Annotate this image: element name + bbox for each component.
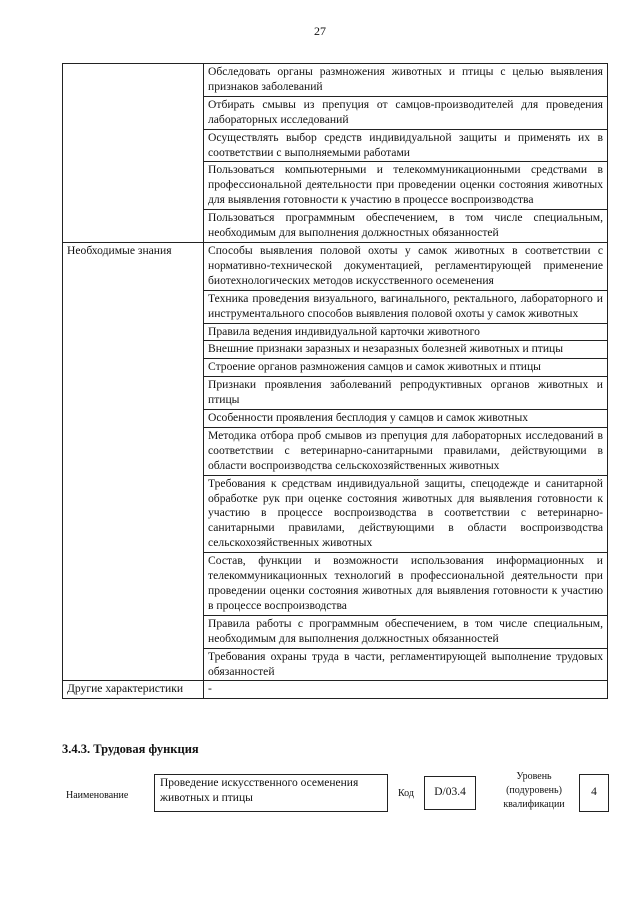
knowledge-item: Правила ведения индивидуальной карточки животного	[204, 323, 608, 341]
knowledge-item: Внешние признаки заразных и незаразных болезней животных и птицы	[204, 341, 608, 359]
function-row	[0, 770, 640, 820]
name-value: Проведение искусственного осеменения животных и птицы	[154, 774, 388, 812]
knowledge-item: Правила работы с программным обеспечением, в том числе специальным, необходимым для выполнения должностных обязанностей	[204, 615, 608, 648]
skill-item: Пользоваться компьютерными и телекоммуникационными средствами в профессиональной деятельности при проведении оценки состояния животных для выявления готовности к участию в процессе воспроизводства	[204, 162, 608, 210]
other-group	[63, 681, 608, 699]
knowledge-item: Признаки проявления заболеваний репродуктивных органов животных и птицы	[204, 377, 608, 410]
code-label: Код	[398, 788, 414, 799]
knowledge-item: Особенности проявления бесплодия у самцов и самок животных	[204, 410, 608, 428]
other-characteristics-value: -	[204, 681, 608, 699]
other-characteristics-label: Другие характеристики	[63, 681, 204, 699]
name-label: Наименование	[66, 790, 129, 801]
code-value: D/03.4	[424, 776, 476, 810]
skill-item: Пользоваться программным обеспечением, в том числе специальным, необходимым для выполнения должностных обязанностей	[204, 210, 608, 243]
first-group	[63, 64, 608, 243]
skill-item: Осуществлять выбор средств индивидуальной защиты и применять их в соответствии с выполняемыми работами	[204, 129, 608, 162]
knowledge-item: Строение органов размножения самцов и самок животных и птицы	[204, 359, 608, 377]
knowledge-item: Требования охраны труда в части, регламентирующей выполнение трудовых обязанностей	[204, 648, 608, 681]
knowledge-label: Необходимые знания	[63, 242, 204, 680]
section-heading: 3.4.3. Трудовая функция	[62, 742, 199, 756]
table-row	[63, 64, 608, 97]
knowledge-item: Способы выявления половой охоты у самок животных в соответствии с нормативно-технической документацией, регламентирующей применение биотехнологических методов искусственного осеменения	[204, 242, 608, 290]
knowledge-group	[63, 242, 608, 680]
knowledge-item: Методика отбора проб смывов из препуция для лабораторных исследований в соответствии с ветеринарно-санитарными правилами, действующими в области воспроизводства сельскохозяйственных животных	[204, 427, 608, 475]
level-value: 4	[579, 774, 609, 812]
skill-item: Обследовать органы размножения животных и птицы с целью выявления признаков заболеваний	[204, 64, 608, 97]
table-row	[63, 242, 608, 290]
page-number: 27	[314, 24, 326, 38]
skill-item: Отбирать смывы из препуция от самцов-производителей для проведения лабораторных исследований	[204, 96, 608, 129]
table-row	[63, 681, 608, 699]
knowledge-item: Техника проведения визуального, вагинального, ректального, лабораторного и инструментального способов выявления половой охоты у самок животных	[204, 290, 608, 323]
level-label: Уровень (подуровень) квалификации	[503, 771, 565, 810]
first-group-label	[63, 64, 204, 243]
requirements-table	[62, 63, 608, 699]
knowledge-item: Требования к средствам индивидуальной защиты, спецодежде и санитарной обработке рук при оценке состояния животных для выявления готовности к участию в процессе воспроизводства в соответствии с ветеринарно-санитарными правилами, действующими в области воспроизводства сельскохозяйственных животных	[204, 475, 608, 553]
knowledge-item: Состав, функции и возможности использования информационных и телекоммуникационных технологий в профессиональной деятельности при проведении оценки состояния животных для выявления готовности к участию в процессе воспроизводства	[204, 553, 608, 616]
